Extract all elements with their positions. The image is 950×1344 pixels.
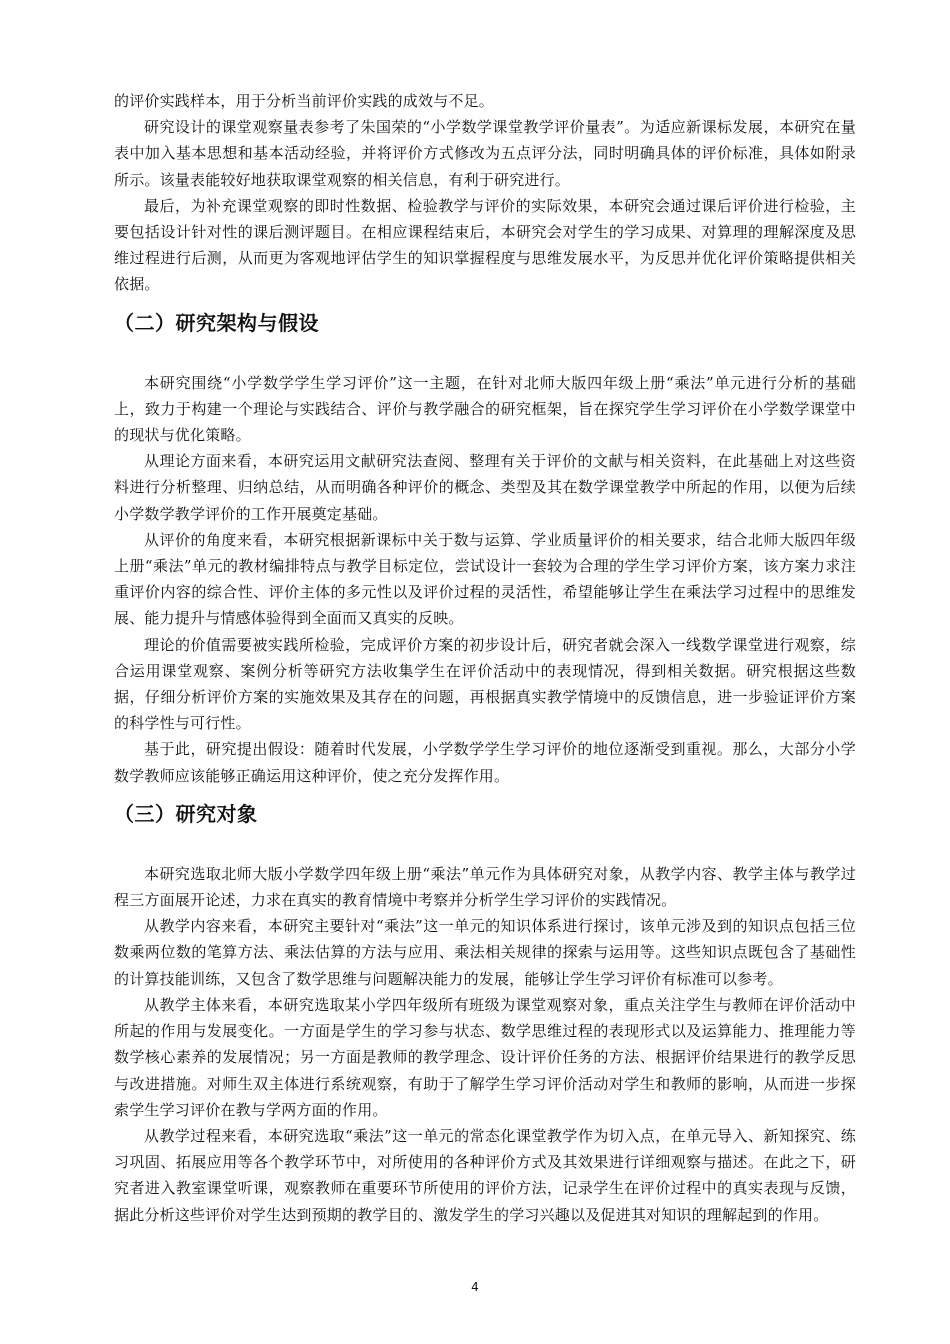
heading-spacer xyxy=(114,338,856,370)
section-heading: （三）研究对象 xyxy=(114,801,258,826)
paragraph: 基于此，研究提出假设：随着时代发展，小学数学学生学习评价的地位逐渐受到重视。那么，大部分小学数学教师应该能够正确运用这种评价，使之充分发挥作用。 xyxy=(114,740,856,785)
paragraph: 本研究围绕“小学数学学生学习评价”这一主题，在针对北师大版四年级上册“乘法”单元进行分析的基础上，致力于构建一个理论与实践结合、评价与教学融合的研究框架，旨在探究学生学习评价在小学数学课堂中的现状与优化策略。 xyxy=(114,373,856,445)
section-heading: （二）研究架构与假设 xyxy=(114,310,319,335)
paragraph: 从教学过程来看，本研究选取“乘法”这一单元的常态化课堂教学作为切入点，在单元导入、新知探究、练习巩固、拓展应用等各个教学环节中，对所使用的各种评价方式及其效果进行详细观察与描述。在此之下，研究者进入教室课堂听课，观察教师在重要环节所使用的评价方法，记录学生在评价过程中的真实表现与反馈，据此分析这些评价对学生达到预期的教学目的、激发学生的学习兴趣以及促进其对知识的理解起到的作用。 xyxy=(114,1126,856,1224)
paragraph: 从评价的角度来看，本研究根据新课标中关于数与运算、学业质量评价的相关要求，结合北师大版四年级上册“乘法”单元的教材编排特点与教学目标定位，尝试设计一套较为合理的学生学习评价方案，该方案力求注重评价内容的综合性、评价主体的多元性以及评价过程的灵活性，希望能够让学生在乘法学习过程中的思维发展、能力提升与情感体验得到全面而又真实的反映。 xyxy=(114,530,856,628)
paragraph: 理论的价值需要被实践所检验，完成评价方案的初步设计后，研究者就会深入一线数学课堂进行观察，综合运用课堂观察、案例分析等研究方法收集学生在评价活动中的表现情况，得到相关数据。研究根据这些数据，仔细分析评价方案的实施效果及其存在的问题，再根据真实教学情境中的反馈信息，进一步验证评价方案的科学性与可行性。 xyxy=(114,635,856,733)
paragraph: 研究设计的课堂观察量表参考了朱国荣的“小学数学课堂教学评价量表”。为适应新课标发展，本研究在量表中加入基本思想和基本活动经验，并将评价方式修改为五点评分法，同时明确具体的评价标准，具体如附录所示。该量表能较好地获取课堂观察的相关信息，有利于研究进行。 xyxy=(114,118,856,189)
heading-spacer xyxy=(114,829,856,861)
paragraph: 从理论方面来看，本研究运用文献研究法查阅、整理有关于评价的文献与相关资料，在此基础上对这些资料进行分析整理、归纳总结，从而明确各种评价的概念、类型及其在数学课堂教学中所起的作用，以便为后续小学数学教学评价的工作开展奠定基础。 xyxy=(114,452,856,523)
page-number: 4 xyxy=(471,1280,479,1294)
paragraph: 从教学主体来看，本研究选取某小学四年级所有班级为课堂观察对象，重点关注学生与教师在评价活动中所起的作用与发展变化。一方面是学生的学习参与状态、数学思维过程的表现形式以及运算能力、推理能力等数学核心素养的发展情况；另一方面是教师的教学理念、设计评价任务的方法、根据评价结果进行的教学反思与改进措施。对师生双主体进行系统观察，有助于了解学生学习评价活动对学生和教师的影响，从而进一步探索学生学习评价在教与学两方面的作用。 xyxy=(114,995,856,1119)
paragraph: 的评价实践样本，用于分析当前评价实践的成效与不足。 xyxy=(114,92,495,110)
paragraph: 最后，为补充课堂观察的即时性数据、检验教学与评价的实际效果，本研究会通过课后评价进行检验，主要包括设计针对性的课后测评题目。在相应课程结束后，本研究会对学生的学习成果、对算理的理解深度及思维过程进行后测，从而更为客观地评估学生的知识掌握程度与思维发展水平，为反思并优化评价策略提供相关依据。 xyxy=(114,196,856,294)
paragraph: 从教学内容来看，本研究主要针对“乘法”这一单元的知识体系进行探讨，该单元涉及到的知识点包括三位数乘两位数的笔算方法、乘法估算的方法与应用、乘法相关规律的探索与运用等。这些知识点既包含了基础性的计算技能训练，又包含了数学思维与问题解决能力的发展，能够让学生学习评价有标准可以参考。 xyxy=(114,917,856,988)
paragraph: 本研究选取北师大版小学数学四年级上册“乘法”单元作为具体研究对象，从教学内容、教学主体与教学过程三方面展开论述，力求在真实的教育情境中考察并分析学生学习评价的实践情况。 xyxy=(114,864,856,910)
